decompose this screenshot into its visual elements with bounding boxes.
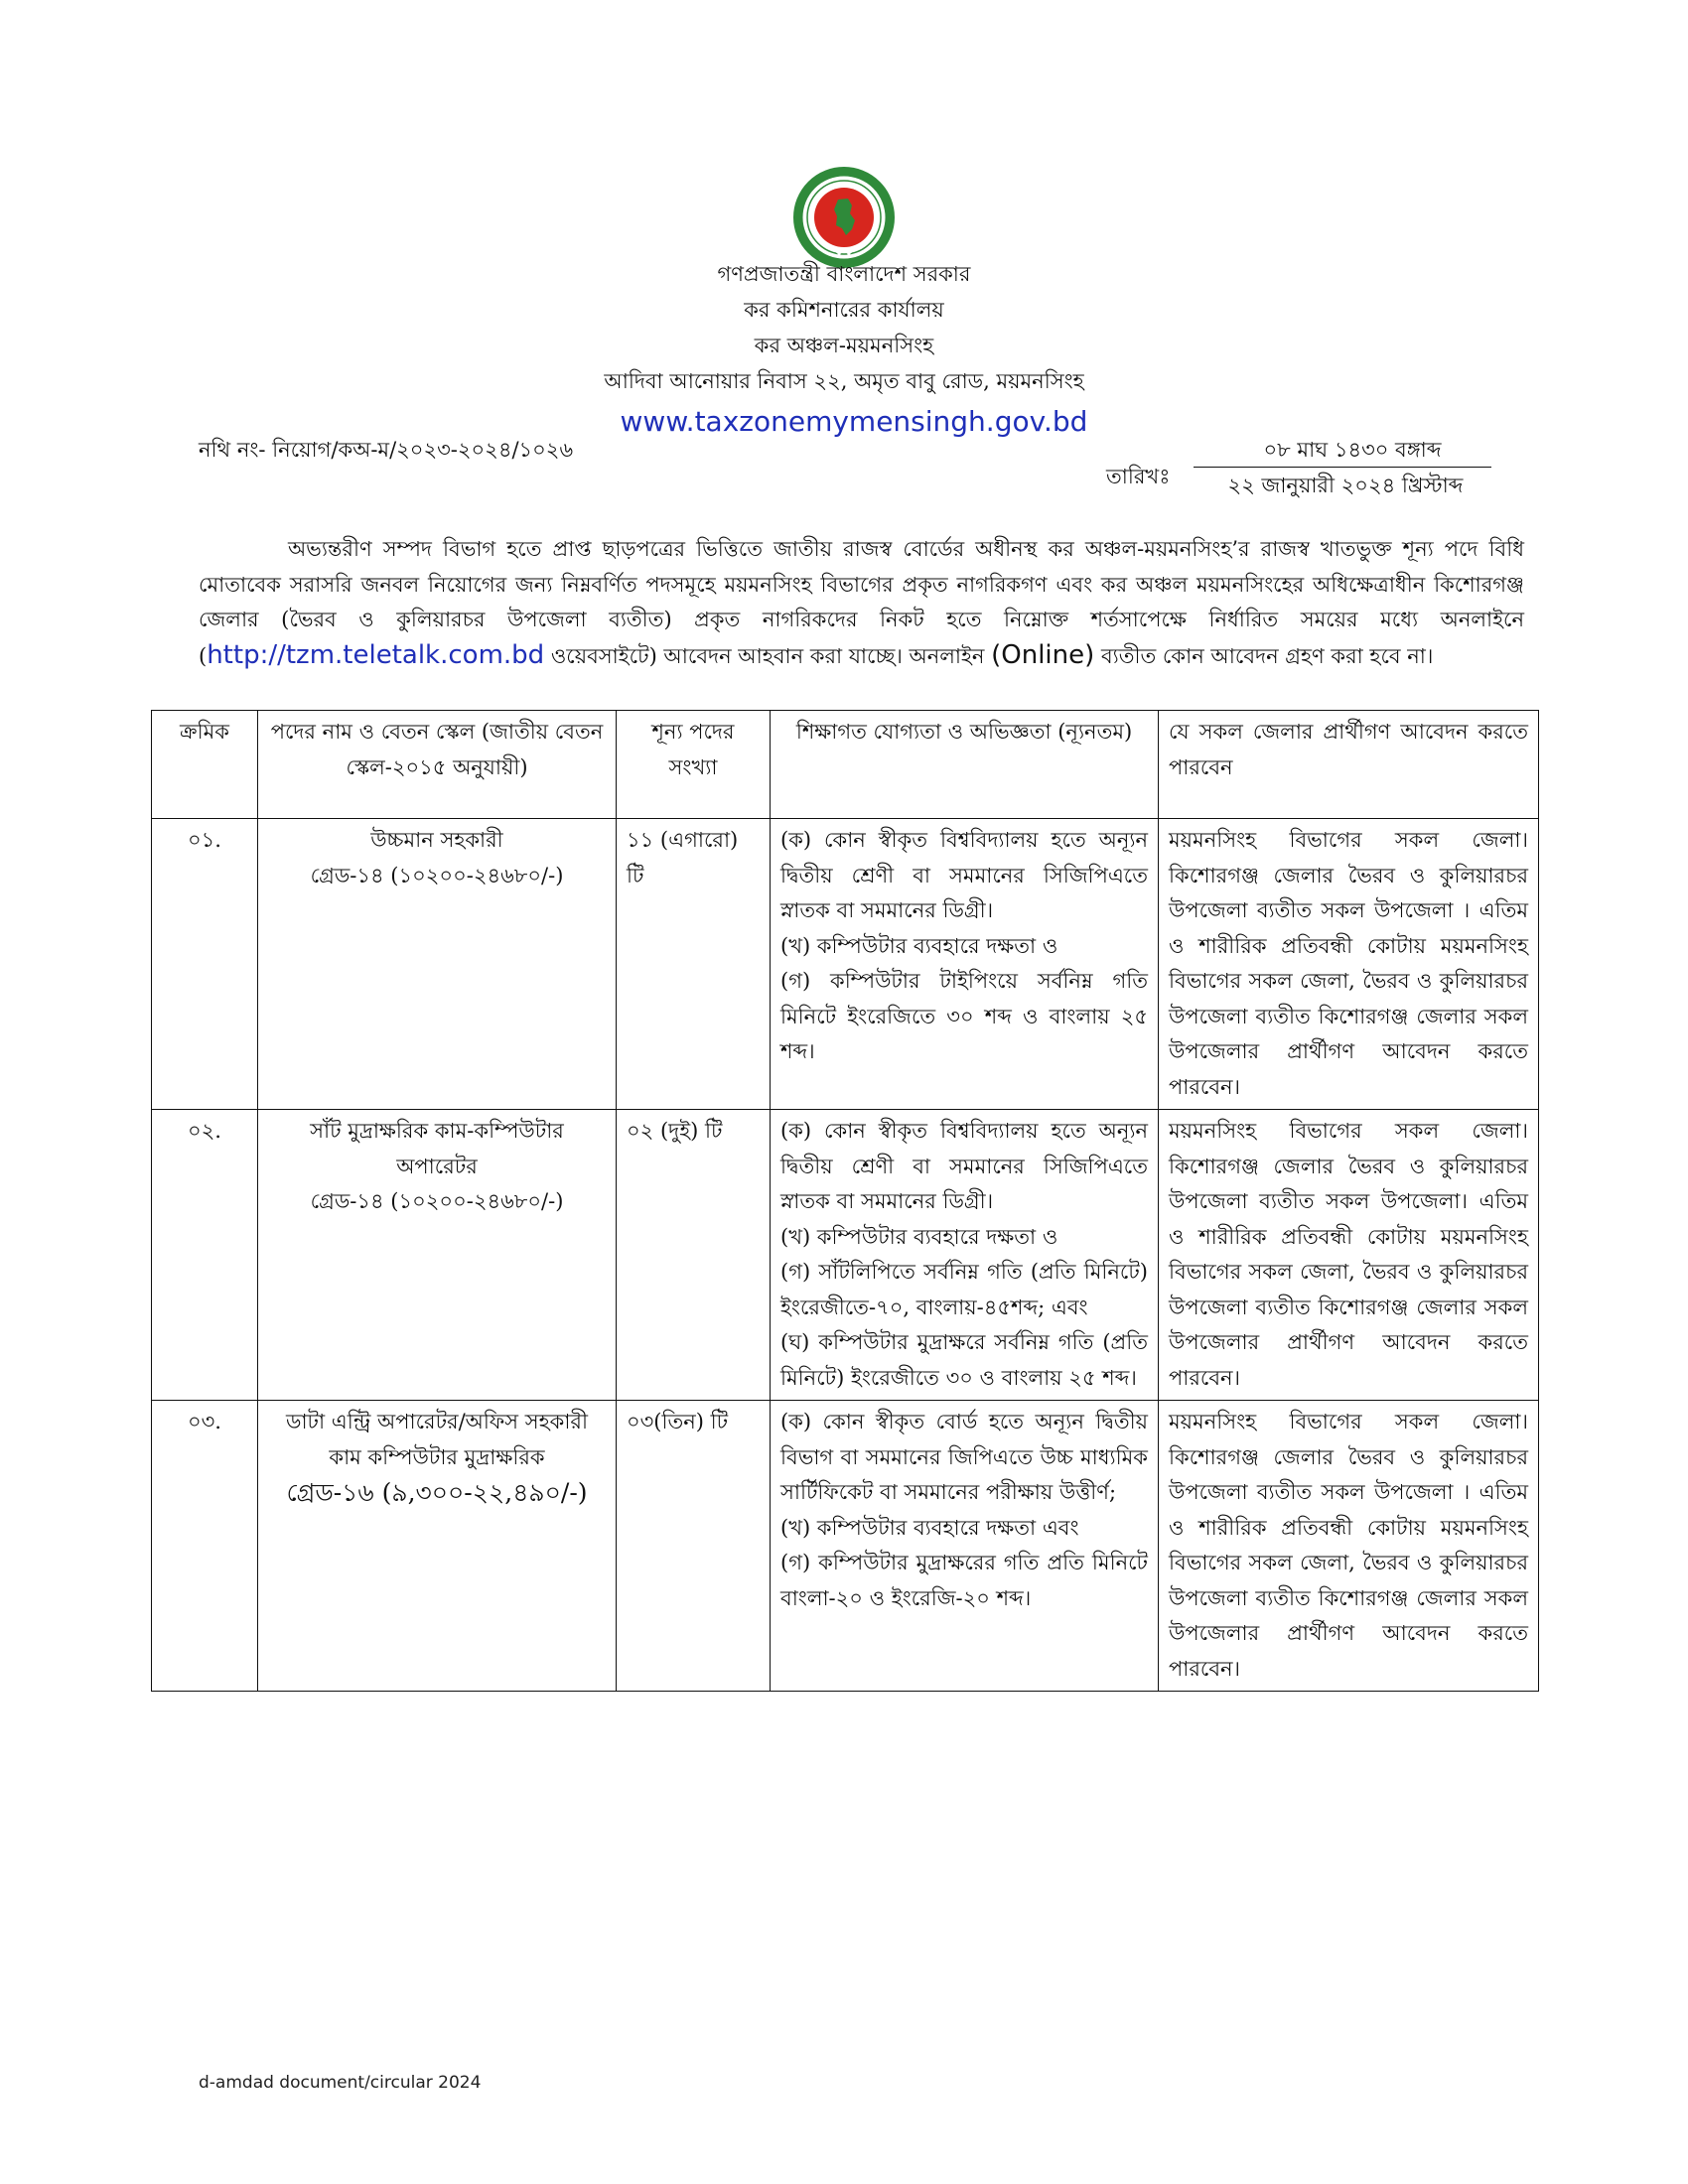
application-url-link[interactable]: http://tzm.teletalk.com.bd (207, 639, 545, 670)
qualification-item: (খ) কম্পিউটার ব্যবহারে দক্ষতা ও (780, 933, 1058, 958)
row-post-cell (258, 1110, 617, 1401)
government-name: গণপ্রজাতন্ত্রী বাংলাদেশ সরকার (717, 262, 971, 286)
government-seal-icon (792, 166, 896, 269)
intro-text-part2: ওয়েবসাইটে) আবেদন আহবান করা যাচ্ছে। অনলাইন (544, 643, 992, 668)
online-word: (Online) (991, 639, 1095, 670)
row-grade: গ্রেড-১৬ (৯,৩০০-২২,৪৯০/-) (286, 1478, 588, 1507)
row-qualification-cell (771, 1401, 1159, 1692)
header-qualification: শিক্ষাগত যোগ্যতা ও অভিজ্ঞতা (ন্যূনতম) (771, 711, 1159, 819)
row-post-cell (258, 819, 617, 1110)
date-bangla: ০৮ মাঘ ১৪৩০ বঙ্গাব্দ (1263, 438, 1442, 462)
qualification-item: (ঘ) কম্পিউটার মুদ্রাক্ষরে সর্বনিম্ন গতি (প্রতি মিনিটে) ইংরেজীতে ৩০ ও বাংলায় ২৫ শব্দ। (780, 1330, 1148, 1390)
vacancy-table (151, 710, 1539, 1692)
intro-paragraph (199, 532, 1524, 674)
svg-text:★ ★: ★ ★ (835, 249, 853, 258)
qualification-item: (গ) কম্পিউটার মুদ্রাক্ষরের গতি প্রতি মিনিটে বাংলা-২০ ও ইংরেজি-২০ শব্দ। (780, 1551, 1148, 1610)
row-serial: ০২. (152, 1110, 258, 1401)
qualification-item: (ক) কোন স্বীকৃত বোর্ড হতে অন্যূন দ্বিতীয় বিভাগ বা সমমানের জিপিএতে উচ্চ মাধ্যমিক সার্টিফিকেট বা সমমানের পরীক্ষায় উত্তীর্ণ; (780, 1410, 1148, 1504)
row-districts: ময়মনসিংহ বিভাগের সকল জেলা। কিশোরগঞ্জ জেলার ভৈরব ও কুলিয়ারচর উপজেলা ব্যতীত সকল উপজেলা। এতিম ও শারীরিক প্রতিবন্ধী কোটায় ময়মনসিংহ বিভাগের সকল জেলা, ভৈরব ও কুলিয়ারচর উপজেলা ব্যতীত কিশোরগঞ্জ জেলার সকল উপজেলার প্রার্থীগণ আবেদন করতে পারবেন। (1159, 1110, 1539, 1401)
qualification-item: (খ) কম্পিউটার ব্যবহারে দক্ষতা ও (780, 1224, 1058, 1249)
date-label: তারিখঃ (1106, 465, 1171, 488)
header-districts: যে সকল জেলার প্রার্থীগণ আবেদন করতে পারবেন (1159, 711, 1539, 819)
row-serial: ০৩. (152, 1401, 258, 1692)
qualification-item: (খ) কম্পিউটার ব্যবহারে দক্ষতা এবং (780, 1515, 1079, 1540)
qualification-item: (ক) কোন স্বীকৃত বিশ্ববিদ্যালয় হতে অন্যূন দ্বিতীয় শ্রেণী বা সমমানের সিজিপিএতে স্নাতক বা সমমানের ডিগ্রী। (780, 828, 1148, 922)
row-post-name: উচ্চমান সহকারী (370, 828, 503, 852)
row-post-name: সাঁট মুদ্রাক্ষরিক কাম-কম্পিউটার অপারেটর (310, 1119, 564, 1178)
zone-name: কর অঞ্চল-ময়মনসিংহ (754, 334, 934, 357)
qualification-item: (গ) কম্পিউটার টাইপিংয়ে সর্বনিম্ন গতি মিনিটে ইংরেজিতে ৩০ শব্দ ও বাংলায় ২৫ শব্দ। (780, 969, 1148, 1063)
row-post-name: ডাটা এন্ট্রি অপারেটর/অফিস সহকারী কাম কম্পিউটার মুদ্রাক্ষরিক (286, 1410, 588, 1469)
intro-text-part3: ব্যতীত কোন আবেদন গ্রহণ করা হবে না। (1094, 643, 1434, 668)
memo-reference: নথি নং- নিয়োগ/কঅ-ম/২০২৩-২০২৪/১০২৬ (199, 438, 574, 462)
row-vacancy: ১১ (এগারো) টি (617, 819, 771, 1110)
header-vacancy: শূন্য পদের সংখ্যা (617, 711, 771, 819)
row-qualification-cell (771, 819, 1159, 1110)
intro-text-part1: অভ্যন্তরীণ সম্পদ বিভাগ হতে প্রাপ্ত ছাড়পত্রের ভিত্তিতে জাতীয় রাজস্ব বোর্ডের অধীনস্থ কর অঞ্চল-ময়মনসিংহ’র রাজস্ব খাতভুক্ত শূন্য পদে বিধি মোতাবেক সরাসরি জনবল নিয়োগের জন্য নিম্নবর্ণিত পদসমূহে ময়মনসিংহ বিভাগের প্রকৃত নাগরিকগণ এবং কর অঞ্চল ময়মনসিংহের অধিক্ষেত্রাধীন কিশোরগঞ্জ জেলার (ভৈরব ও কুলিয়ারচর উপজেলা ব্যতীত) প্রকৃত নাগরিকদের নিকট হতে নিম্নোক্ত শর্তসাপেক্ষে নির্ধারিত সময়ের মধ্যে অনলাইনে ( (199, 537, 1524, 668)
row-districts: ময়মনসিংহ বিভাগের সকল জেলা। কিশোরগঞ্জ জেলার ভৈরব ও কুলিয়ারচর উপজেলা ব্যতীত সকল উপজেলা । এতিম ও শারীরিক প্রতিবন্ধী কোটায় ময়মনসিংহ বিভাগের সকল জেলা, ভৈরব ও কুলিয়ারচর উপজেলা ব্যতীত কিশোরগঞ্জ জেলার সকল উপজেলার প্রার্থীগণ আবেদন করতে পারবেন। (1159, 819, 1539, 1110)
date-block (1102, 434, 1499, 503)
row-vacancy: ০৩(তিন) টি (617, 1401, 771, 1692)
office-header (0, 256, 1688, 443)
office-address: আদিবা আনোয়ার নিবাস ২২, অমৃত বাবু রোড, ময়মনসিংহ (604, 369, 1084, 393)
table-row (152, 1110, 1539, 1401)
row-qualification-cell (771, 1110, 1159, 1401)
row-districts: ময়মনসিংহ বিভাগের সকল জেলা। কিশোরগঞ্জ জেলার ভৈরব ও কুলিয়ারচর উপজেলা ব্যতীত সকল উপজেলা । এতিম ও শারীরিক প্রতিবন্ধী কোটায় ময়মনসিংহ বিভাগের সকল জেলা, ভৈরব ও কুলিয়ারচর উপজেলা ব্যতীত কিশোরগঞ্জ জেলার সকল উপজেলার প্রার্থীগণ আবেদন করতে পারবেন। (1159, 1401, 1539, 1692)
row-post-cell (258, 1401, 617, 1692)
row-grade: গ্রেড-১৪ (১০২০০-২৪৬৮০/-) (310, 863, 564, 887)
office-website-link[interactable]: www.taxzonemymensingh.gov.bd (620, 405, 1088, 438)
date-english: ২২ জানুয়ারী ২০২৪ খ্রিস্টাব্দ (1227, 474, 1464, 497)
office-name: কর কমিশনারের কার্যালয় (744, 298, 944, 322)
row-grade: গ্রেড-১৪ (১০২০০-২৪৬৮০/-) (310, 1189, 564, 1213)
row-serial: ০১. (152, 819, 258, 1110)
qualification-item: (গ) সাঁটলিপিতে সর্বনিম্ন গতি (প্রতি মিনিটে) ইংরেজীতে-৭০, বাংলায়-৪৫শব্দ; এবং (780, 1260, 1148, 1319)
table-row (152, 1401, 1539, 1692)
table-header-row (152, 711, 1539, 819)
table-row (152, 819, 1539, 1110)
date-divider (1194, 467, 1491, 468)
footer-note: d-amdad document/circular 2024 (199, 2073, 482, 2093)
header-post: পদের নাম ও বেতন স্কেল (জাতীয় বেতন স্কেল-২০১৫ অনুযায়ী) (258, 711, 617, 819)
qualification-item: (ক) কোন স্বীকৃত বিশ্ববিদ্যালয় হতে অন্যূন দ্বিতীয় শ্রেণী বা সমমানের সিজিপিএতে স্নাতক বা সমমানের ডিগ্রী। (780, 1119, 1148, 1213)
header-serial: ক্রমিক (152, 711, 258, 819)
row-vacancy: ০২ (দুই) টি (617, 1110, 771, 1401)
